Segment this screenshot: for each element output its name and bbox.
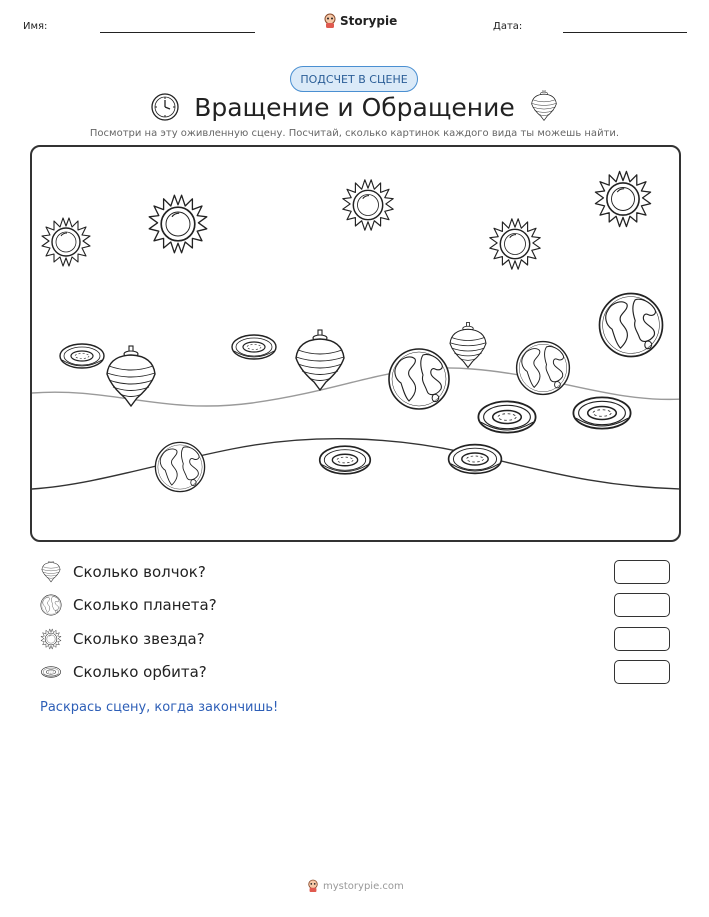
question-row [40,559,670,585]
clock-icon [150,92,180,122]
question-text: Сколько орбита? [73,663,207,681]
planet-2 [517,342,570,395]
answer-box[interactable] [614,593,670,617]
answer-box[interactable] [614,560,670,584]
top-3 [450,323,486,368]
star-icon [40,628,62,650]
planet-4 [155,442,204,491]
title-row [0,90,709,124]
top-2 [296,330,344,390]
orbit-3 [478,401,535,432]
star-3 [343,180,393,230]
star-1 [42,218,90,266]
question-row [40,659,670,685]
page-title: Вращение и Обращение [194,92,515,122]
answer-box[interactable] [614,660,670,684]
mascot-icon [323,13,337,29]
star-5 [595,171,650,226]
orbit-1 [60,344,104,368]
question-text: Сколько планета? [73,596,217,614]
date-label: Дата: [493,21,523,32]
brand-name: Storypie [340,14,398,28]
star-4 [490,219,540,269]
name-line[interactable] [100,32,255,33]
counting-scene [30,145,681,542]
question-text: Сколько звезда? [73,630,205,648]
orbit-5 [320,446,371,474]
instructions: Посмотри на эту оживленную сцену. Посчитай, сколько картинок каждого вида ты можешь найти. [89,128,620,139]
question-row [40,592,670,618]
footer-url[interactable]: mystorypie.com [323,880,404,892]
spinning-top-icon [529,90,559,124]
name-label: Имя: [23,21,48,32]
answer-box[interactable] [614,627,670,651]
question-row [40,626,670,652]
orbit-4 [573,397,630,428]
orbit-2 [232,335,276,359]
mascot-icon [307,879,319,893]
orbit-6 [449,445,502,474]
planet-3 [600,294,663,357]
footer [307,879,404,893]
question-text: Сколько волчок? [73,563,206,581]
section-badge: ПОДСЧЕТ В СЦЕНЕ [290,66,418,92]
finish-note: Раскрась сцену, когда закончишь! [40,700,279,715]
planet-icon [40,594,62,616]
brand-logo [323,13,397,29]
planet-1 [389,349,449,409]
spinning-top-icon [40,561,62,583]
star-2 [149,195,207,253]
date-line[interactable] [563,32,687,33]
orbit-icon [40,661,62,683]
